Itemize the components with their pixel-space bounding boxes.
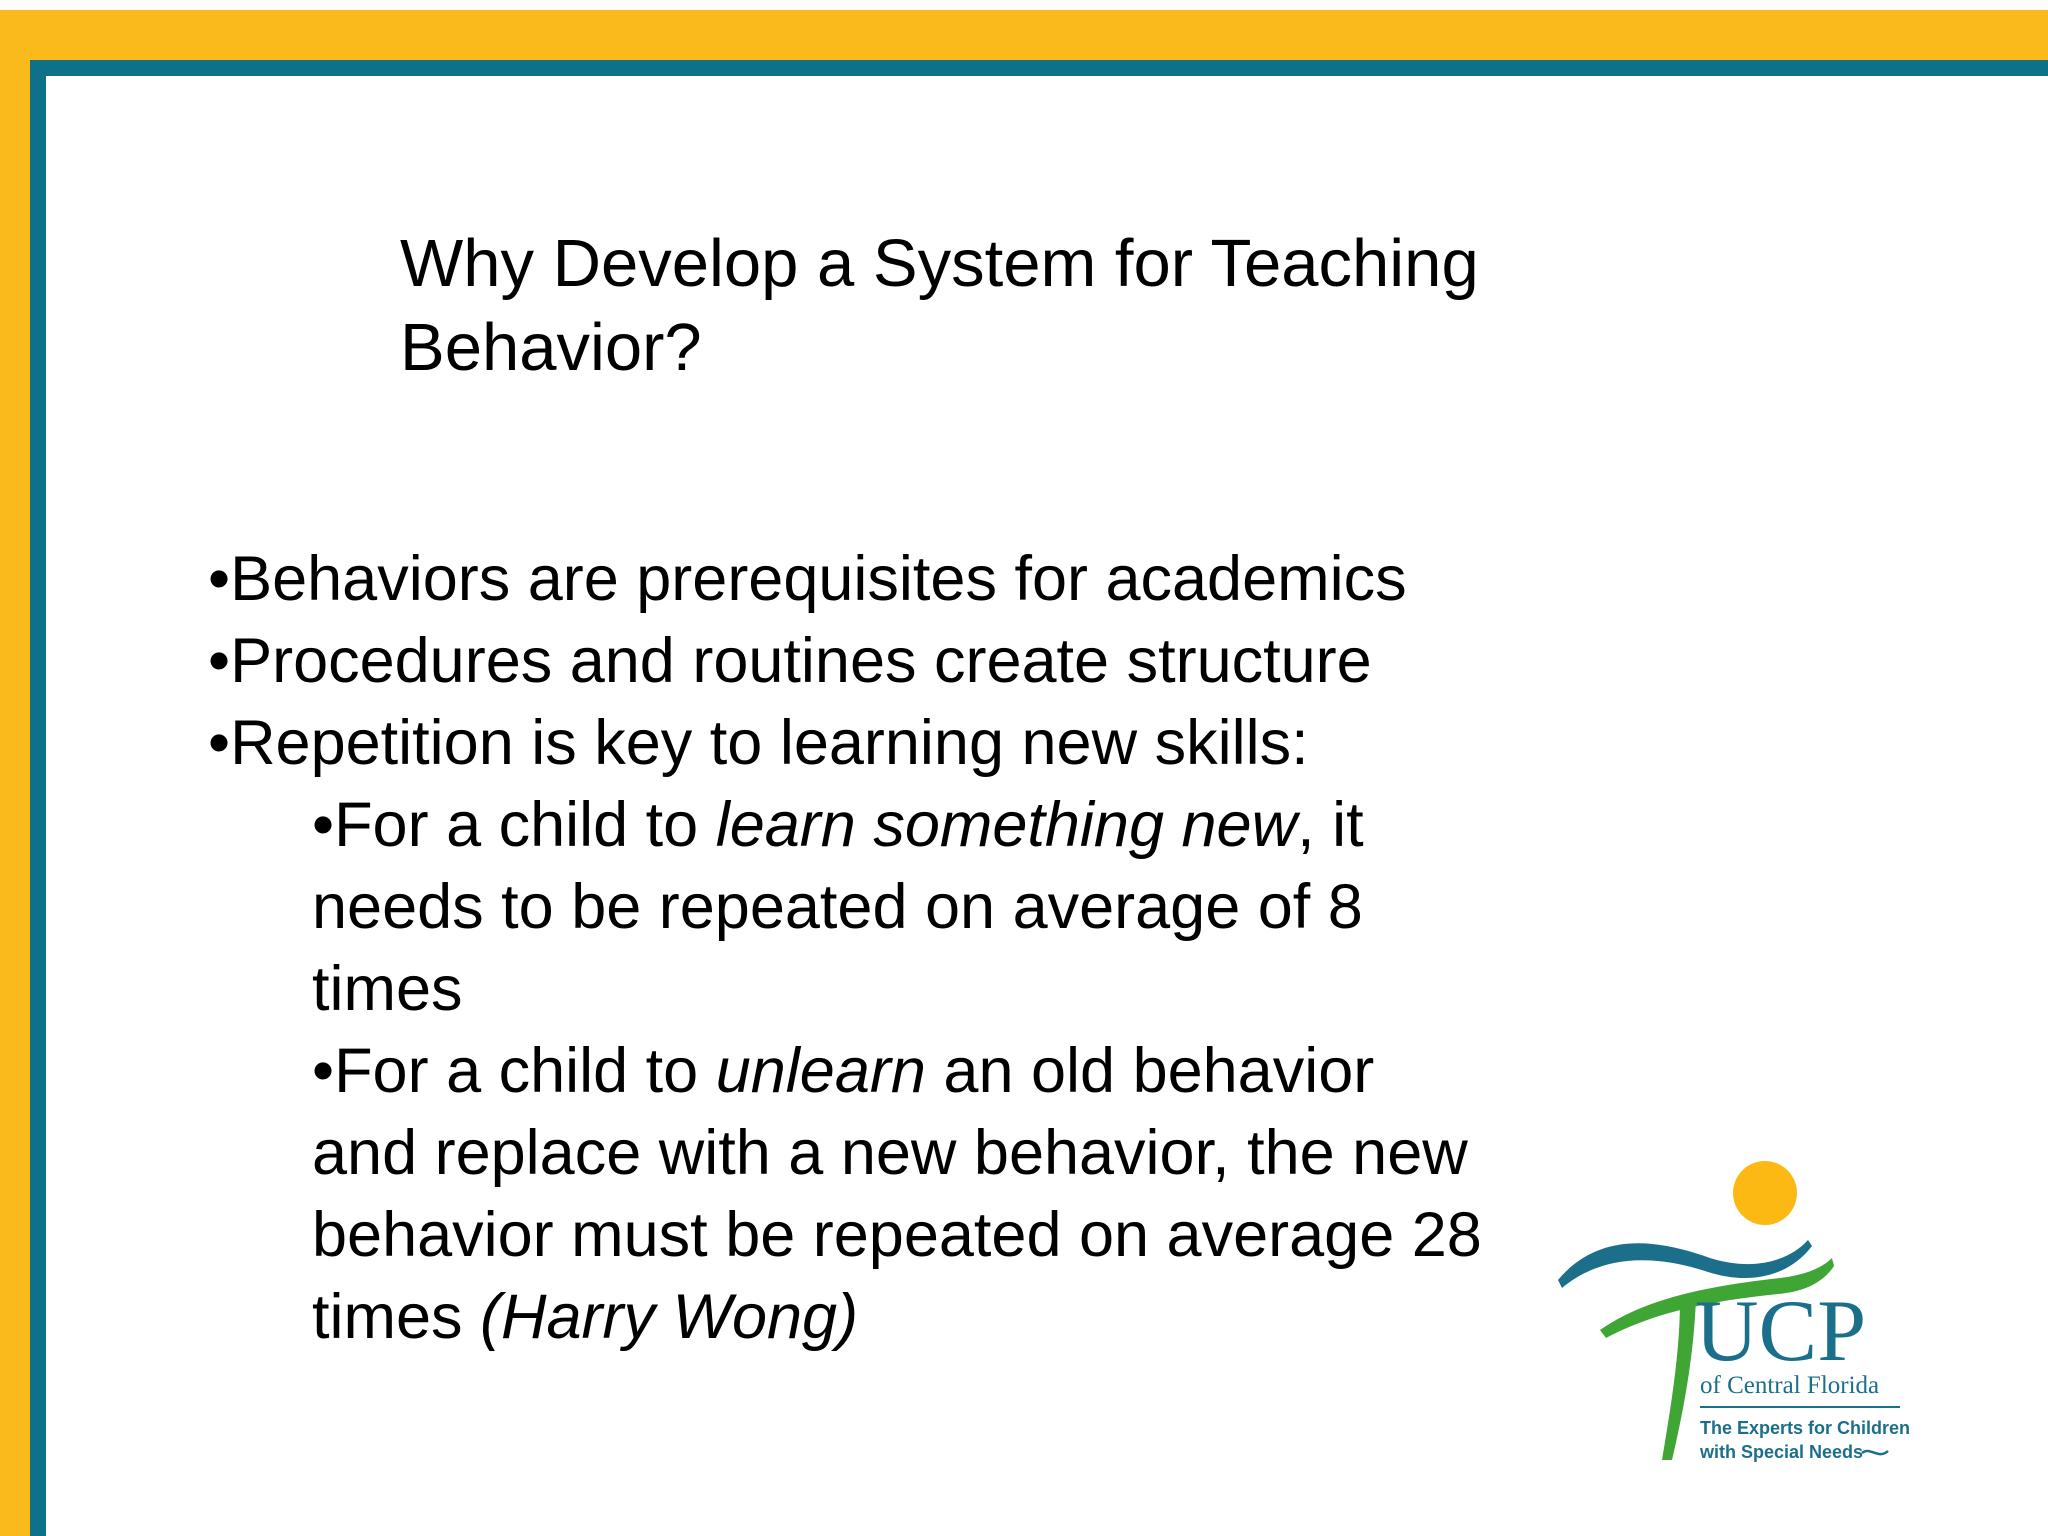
frame-top-yellow-bar [0, 10, 2048, 60]
logo-subtitle: of Central Florida [1700, 1372, 1880, 1399]
figure-stroke-icon [1662, 1298, 1696, 1460]
slide-title: Why Develop a System for Teaching Behavior? [400, 226, 1479, 385]
logo-tagline-line2: with Special Needs [1700, 1442, 1864, 1462]
frame-left-yellow-bar [0, 10, 30, 1536]
ucp-logo-graphic [1540, 1160, 1920, 1480]
bullet-marker: • [312, 790, 335, 860]
frame-top-teal-bar [30, 60, 2048, 76]
bullet-item [208, 538, 1588, 620]
citation: (Harry Wong) [480, 1282, 859, 1352]
bullet-item [208, 702, 1588, 1358]
sub-bullet-text: , it needs to be repeated on average of 8 times [312, 790, 1364, 1024]
sub-bullet-emphasis: learn something new [715, 790, 1298, 860]
sub-bullet-text: an old behavior and replace with a new behavior, the new behavior must be repeated on average 28 times [312, 1036, 1482, 1352]
bullet-item [208, 620, 1588, 702]
sub-bullet-item [312, 784, 1492, 1030]
bullet-marker: • [208, 544, 231, 614]
bullet-marker: • [208, 708, 231, 778]
bullet-list [208, 538, 1588, 1358]
sub-bullet-item [312, 1030, 1492, 1358]
bullet-marker: • [312, 1036, 335, 1106]
bullet-marker: • [208, 626, 231, 696]
sub-bullet-list [208, 784, 1492, 1358]
sub-bullet-emphasis: unlearn [715, 1036, 926, 1106]
ucp-logo [1540, 1160, 1920, 1480]
tilde-swoosh-icon [1862, 1451, 1888, 1454]
logo-tagline-line1: The Experts for Children [1700, 1418, 1911, 1438]
sun-icon [1733, 1161, 1797, 1225]
sub-bullet-text: For a child to [334, 790, 716, 860]
sub-bullet-text: For a child to [334, 1036, 716, 1106]
logo-name: UCP [1695, 1283, 1867, 1380]
bullet-text: Behaviors are prerequisites for academics [230, 544, 1407, 614]
bullet-text: Procedures and routines create structure [230, 626, 1372, 696]
bullet-text: Repetition is key to learning new skills: [230, 708, 1309, 778]
frame-left-teal-bar [30, 60, 46, 1536]
